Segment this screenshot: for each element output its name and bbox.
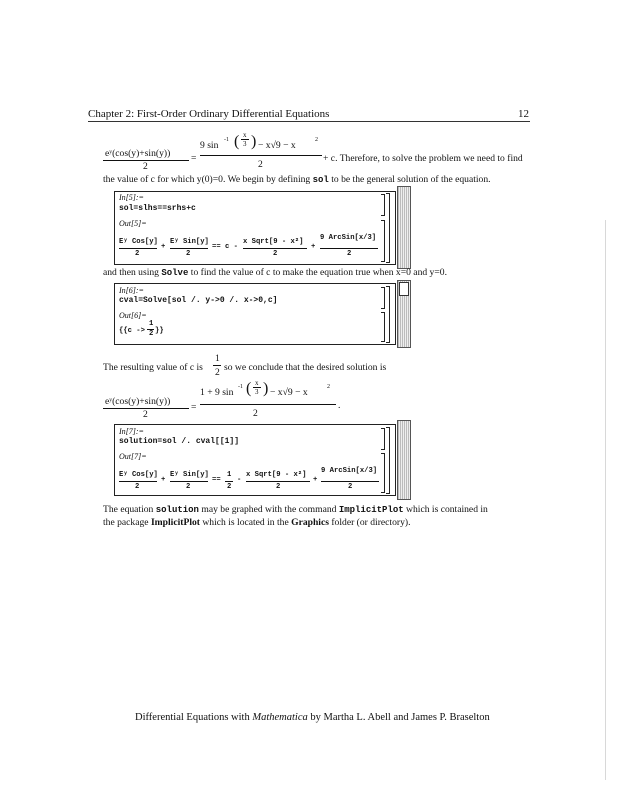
eq1-paren-top: x bbox=[243, 131, 247, 139]
eq2-sup-inv: -1 bbox=[238, 384, 243, 390]
eq1-num-right-b: − x√9 − x bbox=[258, 140, 296, 151]
cell6-input[interactable]: cval=Solve[sol /. y->0 /. x->0,c] bbox=[119, 296, 278, 305]
cell5-input-bracket[interactable] bbox=[381, 194, 385, 216]
para4-line1-b: may be graphed with the command bbox=[198, 504, 339, 515]
eq1-equals: = bbox=[191, 153, 197, 164]
footer-text-a: Differential Equations with bbox=[135, 712, 253, 723]
cell5-t3-num: x Sqrt[9 - x²] bbox=[243, 238, 304, 246]
eq1-num-left: eʸ(cos(y)+sin(y)) bbox=[105, 148, 171, 159]
cell7-t3-den: 2 bbox=[227, 483, 232, 491]
cell7-group-bracket[interactable] bbox=[386, 427, 390, 494]
para4-code-solution: solution bbox=[155, 505, 199, 515]
para4-line2 bbox=[103, 517, 410, 529]
eq1-den-left: 2 bbox=[143, 161, 148, 172]
cell7-plus1: + bbox=[161, 476, 166, 484]
cell6-in-label: In[6]:= bbox=[119, 286, 144, 295]
eq2-sup-sq: 2 bbox=[327, 384, 330, 390]
cell6-group-bracket[interactable] bbox=[386, 286, 390, 343]
cell5-t4-num: 9 ArcSin[x/3] bbox=[320, 234, 377, 242]
cell5-plus1: + bbox=[161, 243, 166, 251]
cell7-output-bracket[interactable] bbox=[381, 453, 385, 493]
cell5-t2-num: Eʸ Sin[y] bbox=[170, 238, 209, 246]
cell7-t2-den: 2 bbox=[186, 483, 191, 491]
cell5-t1-den: 2 bbox=[135, 250, 140, 258]
para4-line1-a: The equation bbox=[103, 504, 156, 515]
eq1-sup-inv: -1 bbox=[224, 137, 229, 143]
eq1-rparen: ) bbox=[251, 133, 257, 150]
eq2-num-right-b: − x√9 − x bbox=[270, 387, 308, 398]
eq1-den-right: 2 bbox=[258, 159, 263, 170]
para4-code-implicitplot: ImplicitPlot bbox=[338, 505, 404, 515]
cell7-t2-num: Eʸ Sin[y] bbox=[170, 471, 209, 479]
para4-bold-implicitplot: ImplicitPlot bbox=[150, 517, 200, 528]
cell7-eqeq: == bbox=[212, 476, 221, 484]
para3-text-a: The resulting value of c is bbox=[103, 362, 203, 373]
para1-text-a: the value of c for which y(0)=0. We begin by defining bbox=[103, 174, 313, 185]
para4-line1 bbox=[103, 504, 488, 516]
cell5-t4-bar bbox=[320, 248, 378, 249]
cell7-plus2: + bbox=[313, 476, 318, 484]
cell5-scrollbar[interactable] bbox=[397, 186, 411, 269]
cell7-t4-den: 2 bbox=[276, 483, 281, 491]
cell-7[interactable] bbox=[114, 424, 396, 496]
cell7-t1-num: Eʸ Cos[y] bbox=[119, 471, 158, 479]
eq2-rparen: ) bbox=[263, 380, 269, 397]
para1 bbox=[103, 174, 491, 186]
cell7-t5-num: 9 ArcSin[x/3] bbox=[321, 467, 378, 475]
cell7-minus: - bbox=[237, 476, 242, 484]
para1-text-b: to be the general solution of the equation. bbox=[328, 174, 491, 185]
cell5-plus2: + bbox=[311, 243, 316, 251]
footer-italic: Mathematica bbox=[252, 712, 308, 723]
header-rule bbox=[88, 121, 530, 122]
cell7-t5-den: 2 bbox=[348, 483, 353, 491]
cell5-output-bracket[interactable] bbox=[381, 220, 385, 262]
eq2-num-right-a: 1 + 9 sin bbox=[200, 387, 234, 398]
para4-line2-b: which is located in the bbox=[199, 517, 292, 528]
cell5-input[interactable]: sol=slhs==srhs+c bbox=[119, 204, 196, 213]
footer bbox=[135, 712, 490, 723]
cell5-t2-den: 2 bbox=[186, 250, 191, 258]
para2-code: Solve bbox=[161, 268, 189, 278]
page-number: 12 bbox=[518, 108, 529, 120]
eq2-num-left: eʸ(cos(y)+sin(y)) bbox=[105, 396, 171, 407]
eq1-lparen: ( bbox=[234, 133, 240, 150]
cell7-t3-num: 1 bbox=[227, 471, 232, 479]
cell6-frac-den: 2 bbox=[149, 330, 154, 338]
para2 bbox=[103, 267, 447, 279]
eq2-lparen: ( bbox=[246, 380, 252, 397]
eq2-den-left: 2 bbox=[143, 409, 148, 420]
cell-6[interactable] bbox=[114, 283, 396, 345]
cell7-in-label: In[7]:= bbox=[119, 427, 144, 436]
cell5-t3-bar bbox=[243, 248, 307, 249]
eq2-equals: = bbox=[191, 402, 197, 413]
para2-text-b: to find the value of c to make the equation true when x=0 and y=0. bbox=[188, 267, 447, 278]
eq1-bar-right bbox=[200, 155, 322, 156]
cell5-t1-bar bbox=[119, 248, 157, 249]
cell7-t4-num: x Sqrt[9 - x²] bbox=[246, 471, 307, 479]
cell5-t2-bar bbox=[170, 248, 208, 249]
para3-frac-bar bbox=[213, 365, 221, 366]
cell5-t4-den: 2 bbox=[347, 250, 352, 258]
para4-line2-c: folder (or directory). bbox=[328, 517, 411, 528]
para2-text-a: and then using bbox=[103, 267, 162, 278]
eq2-paren-bot: 3 bbox=[255, 388, 259, 396]
para1-code: sol bbox=[312, 175, 329, 185]
cell-5[interactable] bbox=[114, 191, 396, 265]
para3-frac-num: 1 bbox=[215, 353, 220, 364]
eq2-paren-top: x bbox=[255, 379, 259, 387]
cell6-input-bracket[interactable] bbox=[381, 287, 385, 309]
cell7-t4-bar bbox=[246, 481, 310, 482]
cell6-output-bracket[interactable] bbox=[381, 312, 385, 342]
cell7-t1-den: 2 bbox=[135, 483, 140, 491]
cell6-scroll-thumb[interactable] bbox=[399, 282, 409, 296]
cell7-input[interactable]: solution=sol /. cval[[1]] bbox=[119, 437, 240, 446]
eq2-bar-right bbox=[200, 404, 336, 405]
cell7-t5-bar bbox=[321, 481, 379, 482]
cell7-scrollbar[interactable] bbox=[397, 420, 411, 500]
cell5-group-bracket[interactable] bbox=[386, 193, 390, 263]
cell5-t3-den: 2 bbox=[273, 250, 278, 258]
cell5-eqeq: == c - bbox=[212, 243, 238, 251]
para4-bold-graphics: Graphics bbox=[291, 517, 329, 528]
cell7-input-bracket[interactable] bbox=[381, 428, 385, 450]
eq1-num-right-a: 9 sin bbox=[200, 140, 219, 151]
cell5-out-label: Out[5]= bbox=[119, 219, 147, 228]
page-edge-line bbox=[605, 220, 606, 780]
para3-frac-den: 2 bbox=[215, 367, 220, 378]
cell7-t3-bar bbox=[225, 481, 233, 482]
cell5-t1-num: Eʸ Cos[y] bbox=[119, 238, 158, 246]
para4-line2-a: the package bbox=[103, 517, 151, 528]
para3-text-b: so we conclude that the desired solution is bbox=[224, 362, 387, 373]
cell6-output-b: }} bbox=[155, 327, 164, 335]
eq2-den-right: 2 bbox=[253, 408, 258, 419]
eq1-tail: + c. Therefore, to solve the problem we need to find bbox=[323, 153, 523, 164]
cell6-frac-num: 1 bbox=[149, 320, 154, 328]
cell6-out-label: Out[6]= bbox=[119, 311, 147, 320]
cell6-output-a: {{c -> bbox=[119, 327, 145, 335]
eq1-paren-bot: 3 bbox=[243, 140, 247, 148]
eq1-sup-sq: 2 bbox=[315, 137, 318, 143]
para4-line1-c: which is contained in bbox=[403, 504, 488, 515]
footer-text-b: by Martha L. Abell and James P. Braselton bbox=[307, 712, 490, 723]
cell5-in-label: In[5]:= bbox=[119, 193, 144, 202]
chapter-title: Chapter 2: First-Order Ordinary Differential Equations bbox=[88, 108, 330, 120]
eq2-period: . bbox=[338, 400, 341, 411]
cell6-scrollbar[interactable] bbox=[397, 280, 411, 348]
cell7-out-label: Out[7]= bbox=[119, 452, 147, 461]
cell7-t2-bar bbox=[170, 481, 208, 482]
cell7-t1-bar bbox=[119, 481, 157, 482]
